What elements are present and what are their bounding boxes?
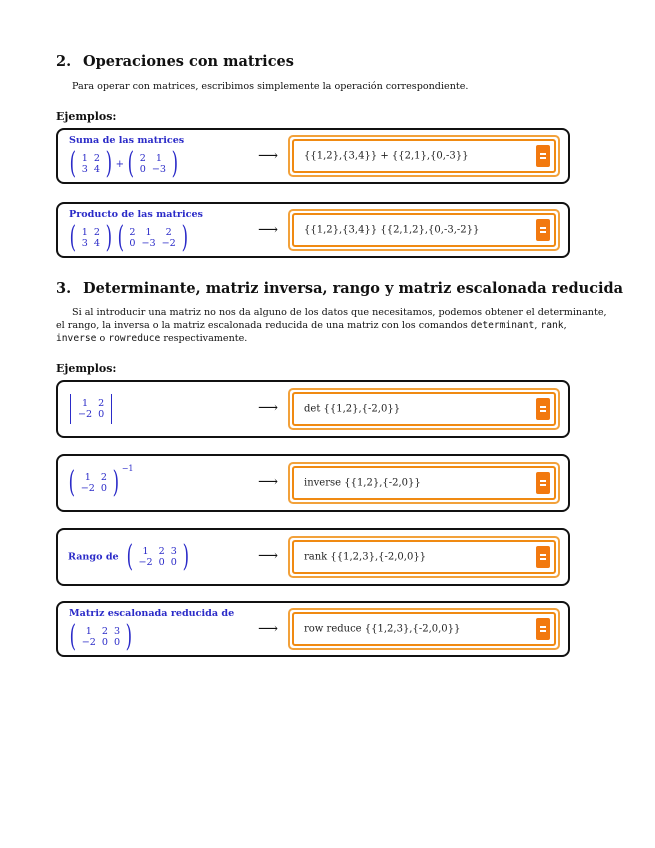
matrix-cell: 1 bbox=[85, 626, 92, 637]
code-rowreduce: rowreduce bbox=[108, 333, 161, 344]
matrix-cell: 2 bbox=[93, 227, 100, 238]
matrix-a: ( 1 2 3 4 ) bbox=[69, 146, 113, 181]
matrix-cell: 2 bbox=[93, 153, 100, 164]
input-expression: {{1,2},{3,4}} {{2,1,2},{0,-3,-2}} bbox=[304, 224, 480, 236]
matrix-cell: 2 bbox=[100, 472, 107, 483]
determinant-matrix bbox=[66, 394, 116, 424]
code-determinant: determinant bbox=[470, 320, 535, 331]
matrix-cell: 3 bbox=[81, 164, 88, 175]
matrix-cell: 1 bbox=[81, 153, 88, 164]
input-expression: row reduce {{1,2,3},{-2,0,0}} bbox=[304, 623, 461, 635]
example-card-inverse bbox=[56, 454, 570, 512]
example-card-producto bbox=[56, 202, 570, 258]
arrow: ⟶ bbox=[258, 222, 279, 238]
section-2-heading bbox=[56, 53, 294, 70]
example-card-rowreduce bbox=[56, 601, 570, 657]
matrix-cell: 3 bbox=[81, 238, 88, 249]
inverse-matrix: ( 1 2 −2 0 ) bbox=[68, 465, 120, 500]
input-expression: rank {{1,2,3},{-2,0,0}} bbox=[304, 551, 427, 563]
arrow: ⟶ bbox=[258, 148, 279, 164]
matrix-cell: 1 bbox=[155, 153, 162, 164]
matrix-cell: −3 bbox=[141, 238, 156, 249]
matrix-cell: 1 bbox=[84, 472, 91, 483]
calculate-button[interactable] bbox=[536, 145, 550, 167]
example-card-rank bbox=[56, 528, 570, 586]
matrix-cell: 0 bbox=[158, 557, 165, 568]
operator: + bbox=[115, 158, 125, 170]
example-card-determinant bbox=[56, 380, 570, 438]
example-label: Suma de las matrices bbox=[69, 135, 185, 146]
matrix-cell: 3 bbox=[170, 546, 177, 557]
input-box[interactable] bbox=[288, 135, 560, 177]
section-3-heading bbox=[56, 280, 623, 297]
calculate-button[interactable] bbox=[536, 398, 550, 420]
matrix-cell: 4 bbox=[93, 238, 100, 249]
section-2-paragraph: Para operar con matrices, escribimos simplemente la operación correspondiente. bbox=[72, 81, 469, 92]
paragraph-line bbox=[56, 332, 572, 345]
matrix-cell: 3 bbox=[113, 626, 121, 637]
matrix-cell: −2 bbox=[161, 238, 176, 249]
matrix-cell: 2 bbox=[129, 227, 136, 238]
arrow: ⟶ bbox=[258, 548, 279, 564]
input-expression: det {{1,2},{-2,0}} bbox=[304, 403, 401, 415]
input-box[interactable] bbox=[288, 388, 560, 430]
matrix-cell: 1 bbox=[82, 398, 89, 409]
code-rank: rank bbox=[540, 320, 564, 331]
matrix-b: ( 2 1 2 0 −3 −2 ) bbox=[117, 220, 188, 255]
section-number: 2. bbox=[56, 53, 72, 70]
matrix-cell: −2 bbox=[80, 483, 95, 494]
section-title: Determinante, matriz inversa, rango y matriz escalonada reducida bbox=[83, 280, 624, 297]
matrix-cell: 0 bbox=[139, 164, 146, 175]
math-expression bbox=[66, 394, 116, 424]
calculate-button[interactable] bbox=[536, 618, 550, 640]
matrix-cell: −2 bbox=[138, 557, 153, 568]
matrix-cell: 1 bbox=[142, 546, 149, 557]
matrix-cell: 0 bbox=[101, 637, 108, 648]
matrix-cell: 2 bbox=[101, 626, 108, 637]
arrow: ⟶ bbox=[258, 474, 279, 490]
input-box[interactable] bbox=[288, 209, 560, 251]
input-box[interactable] bbox=[288, 462, 560, 504]
matrix-cell: −3 bbox=[151, 164, 167, 175]
paragraph-line: Si al introducir una matriz no nos da alguno de los datos que necesitamos, podemos obtener el determinante, bbox=[72, 307, 607, 318]
rank-matrix: ( 1 2 3 −2 0 0 ) bbox=[126, 539, 189, 574]
math-expression bbox=[67, 220, 191, 255]
calculate-button[interactable] bbox=[536, 546, 550, 568]
matrix-cell: 0 bbox=[100, 483, 107, 494]
math-expression bbox=[67, 619, 135, 654]
text: o bbox=[96, 333, 109, 344]
section-number: 3. bbox=[56, 280, 72, 297]
math-expression bbox=[66, 464, 134, 500]
matrix-b: ( 2 1 0 −3 ) bbox=[127, 146, 179, 181]
matrix-cell: 2 bbox=[139, 153, 146, 164]
math-expression bbox=[68, 539, 192, 574]
matrix-cell: 4 bbox=[93, 164, 100, 175]
matrix-cell: 0 bbox=[129, 238, 136, 249]
calculate-button[interactable] bbox=[536, 219, 550, 241]
examples-label: Ejemplos: bbox=[56, 362, 117, 375]
example-card-suma bbox=[56, 128, 570, 184]
matrix-cell: 0 bbox=[113, 637, 121, 648]
input-box[interactable] bbox=[288, 608, 560, 650]
input-expression: inverse {{1,2},{-2,0}} bbox=[304, 477, 421, 489]
matrix-cell: 0 bbox=[170, 557, 177, 568]
input-expression: {{1,2},{3,4}} + {{2,1},{0,-3}} bbox=[304, 150, 469, 162]
text: el rango, la inversa o la matriz escalonada reducida de una matriz con los comandos bbox=[56, 320, 471, 331]
text: , bbox=[534, 320, 541, 331]
code-inverse: inverse bbox=[56, 333, 97, 344]
matrix-cell: 2 bbox=[158, 546, 165, 557]
rowreduce-matrix: ( 1 2 3 −2 0 0 ) bbox=[69, 619, 133, 654]
matrix-cell: 0 bbox=[98, 409, 105, 420]
arrow: ⟶ bbox=[258, 621, 279, 637]
matrix-cell: −2 bbox=[81, 637, 96, 648]
input-box[interactable] bbox=[288, 536, 560, 578]
example-label: Rango de bbox=[68, 551, 119, 563]
matrix-cell: 2 bbox=[165, 227, 172, 238]
paragraph-line bbox=[56, 319, 572, 332]
exponent: −1 bbox=[121, 464, 134, 474]
section-title: Operaciones con matrices bbox=[83, 53, 294, 70]
math-expression bbox=[67, 146, 181, 181]
matrix-cell: 1 bbox=[81, 227, 88, 238]
matrix-cell: −2 bbox=[78, 409, 93, 420]
examples-label: Ejemplos: bbox=[56, 110, 117, 123]
matrix-cell: 1 bbox=[145, 227, 152, 238]
text: respectivamente. bbox=[160, 333, 248, 344]
matrix-a: ( 1 2 3 4 ) bbox=[69, 220, 113, 255]
example-label: Matriz escalonada reducida de bbox=[69, 608, 235, 619]
section-3-paragraph bbox=[56, 306, 607, 345]
example-label: Producto de las matrices bbox=[69, 209, 203, 220]
calculate-button[interactable] bbox=[536, 472, 550, 494]
arrow: ⟶ bbox=[258, 400, 279, 416]
text: , bbox=[563, 320, 567, 331]
matrix-cell: 2 bbox=[98, 398, 105, 409]
